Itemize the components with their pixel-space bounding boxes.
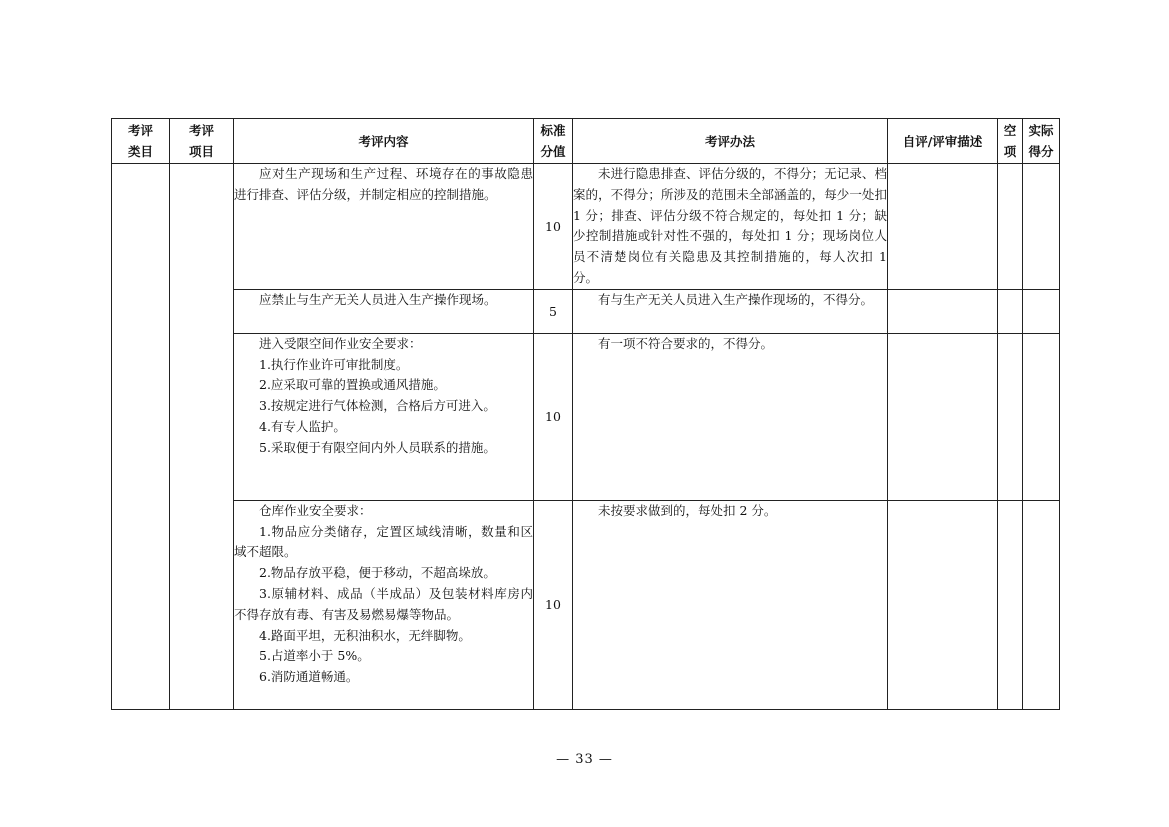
method-text: 未按要求做到的，每处扣 2 分。 [598,502,777,518]
content-cell [234,289,534,333]
evaluation-table [111,118,1060,710]
header-category: 考评 类目 [112,119,170,164]
table-row [112,333,1060,500]
method-cell [573,333,888,500]
content-line: 3.原辅材料、成品（半成品）及包装材料库房内不得存放有毒、有害及易燃易爆等物品。 [234,585,533,622]
category-cell [112,164,170,710]
content-line: 4.有专人监护。 [259,418,346,434]
actual-score-cell [1023,500,1060,709]
self-eval-cell [888,333,998,500]
content-line: 1.执行作业许可审批制度。 [259,356,409,372]
method-cell [573,164,888,290]
blank-cell [998,333,1023,500]
header-blank: 空 项 [998,119,1023,164]
score-cell: 5 [534,289,573,333]
table-row [112,500,1060,709]
score-cell: 10 [534,333,573,500]
table-header-row [112,119,1060,164]
blank-cell [998,164,1023,290]
method-text: 有一项不符合要求的，不得分。 [598,335,774,351]
header-content: 考评内容 [234,119,534,164]
blank-cell [998,289,1023,333]
table-row [112,164,1060,290]
score-cell: 10 [534,164,573,290]
content-line: 应禁止与生产无关人员进入生产操作现场。 [259,291,497,307]
header-self-eval: 自评/评审描述 [888,119,998,164]
actual-score-cell [1023,289,1060,333]
content-line: 3.按规定进行气体检测，合格后方可进入。 [259,398,496,414]
self-eval-cell [888,500,998,709]
method-cell [573,289,888,333]
content-line: 2.应采取可靠的置换或通风措施。 [259,377,446,393]
content-cell [234,333,534,500]
header-method: 考评办法 [573,119,888,164]
content-line: 6.消防通道畅通。 [259,669,359,685]
table-row [112,289,1060,333]
content-cell [234,164,534,290]
content-cell [234,500,534,709]
content-line: 仓库作业安全要求： [259,502,372,518]
content-line: 2.物品存放平稳，便于移动，不超高垛放。 [259,565,496,581]
actual-score-cell [1023,164,1060,290]
method-text: 有与生产无关人员进入生产操作现场的，不得分。 [598,291,874,307]
self-eval-cell [888,289,998,333]
content-line: 1.物品应分类储存，定置区域线清晰，数量和区域不超限。 [234,523,533,560]
header-score: 标准 分值 [534,119,573,164]
header-item: 考评 项目 [170,119,234,164]
header-actual: 实际 得分 [1023,119,1060,164]
content-line: 5.占道率小于 5%。 [259,648,370,664]
method-text: 未进行隐患排查、评估分级的，不得分；无记录、档案的，不得分；所涉及的范围未全部涵盖的，每少一处扣 1 分；排查、评估分级不符合规定的，每处扣 1 分；缺少控制措施或针对性不强的，每处扣 1 分；现场岗位人员不清楚岗位有关隐患及其控制措施的，每人次扣 1 分。 [573,166,887,285]
content-line: 5.采取便于有限空间内外人员联系的措施。 [259,439,496,455]
page-number: — 33 — [556,752,613,767]
content-line: 应对生产现场和生产过程、环境存在的事故隐患进行排查、评估分级，并制定相应的控制措施。 [234,166,533,202]
item-cell [170,164,234,710]
blank-cell [998,500,1023,709]
method-cell [573,500,888,709]
content-line: 4.路面平坦，无积油积水，无绊脚物。 [259,627,471,643]
content-line: 进入受限空间作业安全要求： [259,335,422,351]
actual-score-cell [1023,333,1060,500]
score-cell: 10 [534,500,573,709]
self-eval-cell [888,164,998,290]
